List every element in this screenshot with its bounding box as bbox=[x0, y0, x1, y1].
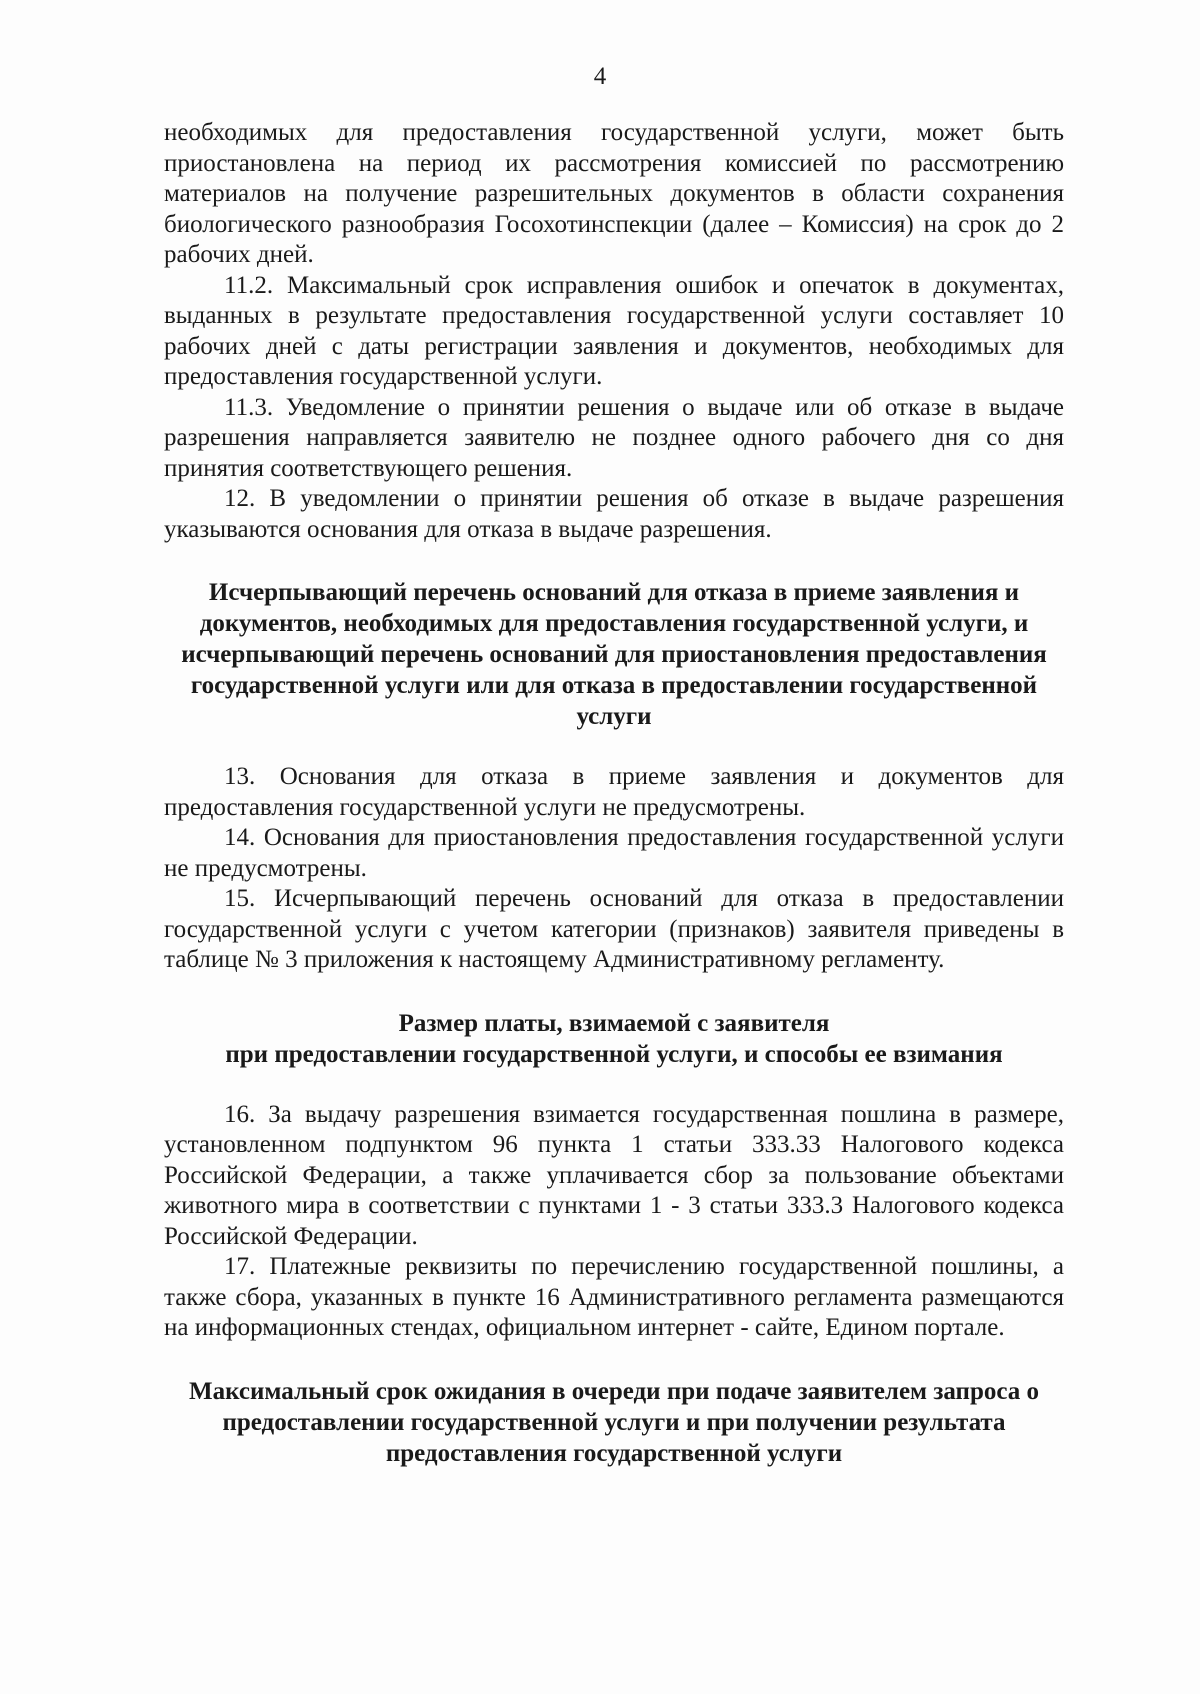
paragraph-17: 17. Платежные реквизиты по перечислению государственной пошлины, а также сбора, указанных в пункте 16 Административного регламента размещаются на информационных стендах, официальном интернет - сайте, Едином портале. bbox=[164, 1253, 1064, 1341]
paragraph-11-2: 11.2. Максимальный срок исправления ошибок и опечаток в документах, выданных в результате предоставления государственной услуги составляет 10 рабочих дней с даты регистрации заявления и документов, необходимых для предоставления государственной услуги. bbox=[164, 271, 1064, 390]
paragraph-16: 16. За выдачу разрешения взимается государственная пошлина в размере, установленном подпунктом 96 пункта 1 статьи 333.33 Налогового кодекса Российской Федерации, а также уплачивается сбор за пользование объектами животного мира в соответствии с пунктами 1 - 3 статьи 333.3 Налогового кодекса Российской Федерации. bbox=[164, 1100, 1064, 1250]
heading-refusal-grounds: Исчерпывающий перечень оснований для отказа в приеме заявления и документов, необходимых для предоставления государственной услуги, и исчерпывающий перечень оснований для приостановления предоставления государственной услуги или для отказа в предоставлении государственной услуги bbox=[181, 579, 1047, 730]
paragraph-14: 14. Основания для приостановления предоставления государственной услуги не предусмотрены. bbox=[164, 824, 1064, 882]
document-body bbox=[164, 118, 1064, 1469]
page-number: 4 bbox=[593, 63, 607, 90]
paragraph-15: 15. Исчерпывающий перечень оснований для отказа в предоставлении государственной услуги с учетом категории (признаков) заявителя приведены в таблице № 3 приложения к настоящему Административному регламенту. bbox=[164, 885, 1064, 973]
paragraph-11-3: 11.3. Уведомление о принятии решения о выдаче или об отказе в выдаче разрешения направляется заявителю не позднее одного рабочего дня со дня принятия соответствующего решения. bbox=[164, 393, 1064, 482]
heading-waiting-time: Максимальный срок ожидания в очереди при подаче заявителем запроса о предоставлении государственной услуги и при получении результата предоставления государственной услуги bbox=[188, 1377, 1039, 1467]
heading-fee: Размер платы, взимаемой с заявителя при предоставлении государственной услуги, и способы ее взимания bbox=[225, 1009, 1003, 1068]
paragraph-11-1-continued: необходимых для предоставления государственной услуги, может быть приостановлена на период их рассмотрения комиссией по рассмотрению материалов на получение разрешительных документов в области сохранения биологического разнообразия Госохотинспекции (далее – Комиссия) на срок до 2 рабочих дней. bbox=[164, 119, 1064, 268]
paragraph-12: 12. В уведомлении о принятии решения об отказе в выдаче разрешения указываются основания для отказа в выдаче разрешения. bbox=[164, 485, 1064, 543]
paragraph-13: 13. Основания для отказа в приеме заявления и документов для предоставления государственной услуги не предусмотрены. bbox=[164, 763, 1064, 821]
